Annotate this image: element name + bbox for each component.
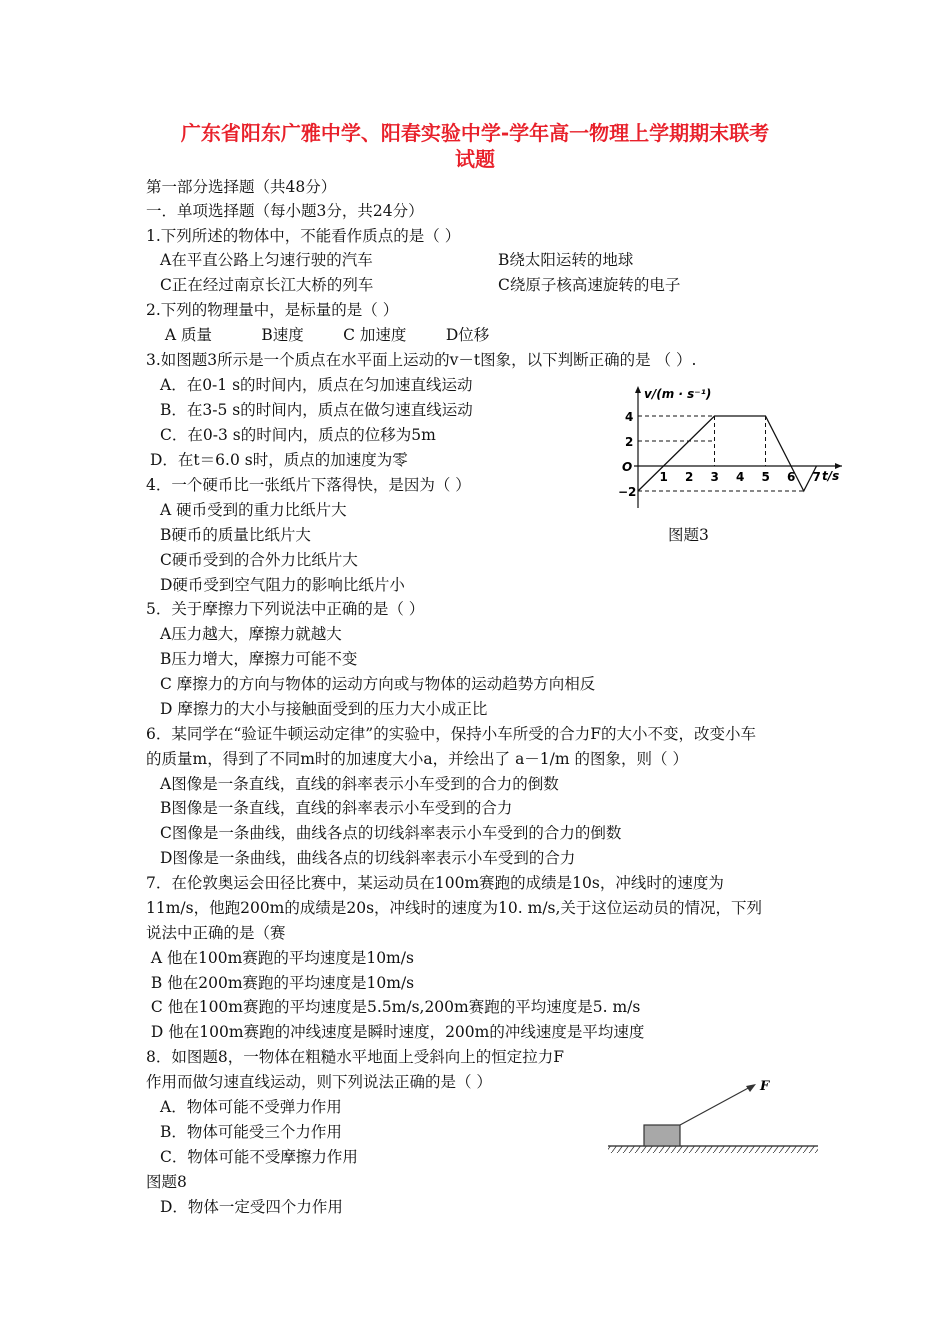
q4-option-a: A 硬币受到的重力比纸片大 — [160, 501, 347, 519]
q8-stem-line2: 作用而做匀速直线运动，则下列说法正确的是（ ） — [146, 1073, 492, 1091]
q8-option-b: B．物体可能受三个力作用 — [160, 1123, 342, 1141]
x-axis-label: t/s — [822, 469, 840, 483]
q5-option-c: C 摩擦力的方向与物体的运动方向或与物体的运动趋势方向相反 — [160, 675, 596, 693]
y-tick-neg2: −2 — [618, 485, 637, 499]
exam-title — [130, 120, 820, 172]
x-tick-1: 1 — [659, 470, 668, 484]
q1-option-c: C正在经过南京长江大桥的列车 — [160, 276, 374, 294]
q8-stem-line1: 8．如图题8，一物体在粗糙水平地面上受斜向上的恒定拉力F — [146, 1048, 564, 1066]
q4-stem: 4．一个硬币比一张纸片下落得快，是因为（ ） — [146, 476, 471, 494]
q6-stem-line1: 6．某同学在“验证牛顿运动定律”的实验中，保持小车所受的合力F的大小不变，改变小车 — [146, 725, 756, 743]
figure-8-block-diagram — [600, 1072, 830, 1166]
q5-option-a: A压力越大，摩擦力就越大 — [160, 625, 342, 643]
q8-option-d: D．物体一定受四个力作用 — [160, 1198, 343, 1216]
x-tick-4: 4 — [736, 470, 745, 484]
y-tick-2: 2 — [625, 435, 634, 449]
section-heading: 第一部分选择题（共48分） — [146, 178, 337, 196]
figure-3-vt-graph — [610, 380, 850, 524]
q7-option-c: C 他在100m赛跑的平均速度是5.5m/s,200m赛跑的平均速度是5. m/s — [146, 998, 641, 1016]
q5-option-b: B压力增大，摩擦力可能不变 — [160, 650, 358, 668]
vt-graph-svg — [610, 380, 850, 520]
y-tick-4: 4 — [625, 410, 634, 424]
q6-option-c: C图像是一条曲线，曲线各点的切线斜率表示小车受到的合力的倒数 — [160, 824, 622, 842]
q7-stem-line2: 11m/s，他跑200m的成绩是20s，冲线时的速度为10. m/s,关于这位运动员的情况，下列 — [146, 899, 762, 917]
x-tick-5: 5 — [761, 470, 770, 484]
force-arrow-head — [746, 1084, 756, 1092]
q7-option-d: D 他在100m赛跑的冲线速度是瞬时速度，200m的冲线速度是平均速度 — [146, 1023, 645, 1041]
q6-option-d: D图像是一条曲线，曲线各点的切线斜率表示小车受到的合力 — [160, 849, 576, 867]
q4-option-d: D硬币受到空气阻力的影响比纸片小 — [160, 576, 405, 594]
q3-stem: 3.如图题3所示是一个质点在水平面上运动的v－t图象，以下判断正确的是 （ ）. — [146, 351, 697, 369]
q3-option-c: C．在0-3 s的时间内，质点的位移为5m — [160, 426, 436, 444]
x-tick-2: 2 — [685, 470, 694, 484]
q5-stem: 5．关于摩擦力下列说法中正确的是（ ） — [146, 600, 425, 618]
origin-label: O — [622, 460, 633, 474]
block — [644, 1125, 680, 1146]
q7-option-a: A 他在100m赛跑的平均速度是10m/s — [146, 949, 414, 967]
y-axis-label: v/(m · s⁻¹) — [644, 387, 712, 401]
q2-options: A 质量 B速度 C 加速度 D位移 — [160, 326, 490, 344]
q1-option-b: B绕太阳运转的地球 — [498, 251, 634, 269]
figure-8-caption: 图题8 — [146, 1173, 187, 1191]
q8-option-c: C．物体可能不受摩擦力作用 — [160, 1148, 358, 1166]
q7-option-b: B 他在200m赛跑的平均速度是10m/s — [146, 974, 415, 992]
q7-stem-line1: 7．在伦敦奥运会田径比赛中，某运动员在100m赛跑的成绩是10s，冲线时的速度为 — [146, 874, 724, 892]
x-tick-6: 6 — [787, 470, 796, 484]
q6-option-b: B图像是一条直线，直线的斜率表示小车受到的合力 — [160, 799, 513, 817]
q1-stem: 1.下列所述的物体中，不能看作质点的是（ ） — [146, 227, 461, 245]
q4-option-b: B硬币的质量比纸片大 — [160, 526, 311, 544]
q2-stem: 2.下列的物理量中，是标量的是（ ） — [146, 301, 399, 319]
ground-hatching — [608, 1146, 818, 1153]
x-tick-3: 3 — [710, 470, 719, 484]
q3-option-b: B．在3-5 s的时间内，质点在做匀速直线运动 — [160, 401, 473, 419]
q4-option-c: C硬币受到的合外力比纸片大 — [160, 551, 358, 569]
exam-title-line2: 试题 — [455, 147, 495, 171]
section-subheading: 一．单项选择题（每小题3分，共24分） — [146, 202, 424, 220]
q8-option-a: A．物体可能不受弹力作用 — [160, 1098, 342, 1116]
q6-stem-line2: 的质量m，得到了不同m时的加速度大小a，并绘出了 a－1/m 的图象，则（ ） — [146, 750, 688, 768]
q3-option-a: A．在0-1 s的时间内，质点在匀加速直线运动 — [160, 376, 473, 394]
force-arrow-shaft — [680, 1086, 752, 1125]
q1-option-d: C绕原子核高速旋转的电子 — [498, 276, 681, 294]
exam-title-line1: 广东省阳东广雅中学、阳春实验中学-学年高一物理上学期期末联考 — [180, 121, 770, 145]
force-label: F — [760, 1079, 770, 1094]
x-tick-7: 7 — [812, 470, 821, 484]
q3-option-d: D．在t＝6.0 s时，质点的加速度为零 — [150, 451, 408, 469]
q1-option-a: A在平直公路上匀速行驶的汽车 — [160, 251, 373, 269]
q6-option-a: A图像是一条直线，直线的斜率表示小车受到的合力的倒数 — [160, 775, 559, 793]
figure-3-caption: 图题3 — [668, 526, 709, 544]
q5-option-d: D 摩擦力的大小与接触面受到的压力大小成正比 — [160, 700, 488, 718]
q7-stem-line3: 说法中正确的是（赛 — [146, 924, 286, 942]
y-axis-arrow — [635, 386, 641, 393]
block-diagram-svg — [600, 1072, 830, 1162]
